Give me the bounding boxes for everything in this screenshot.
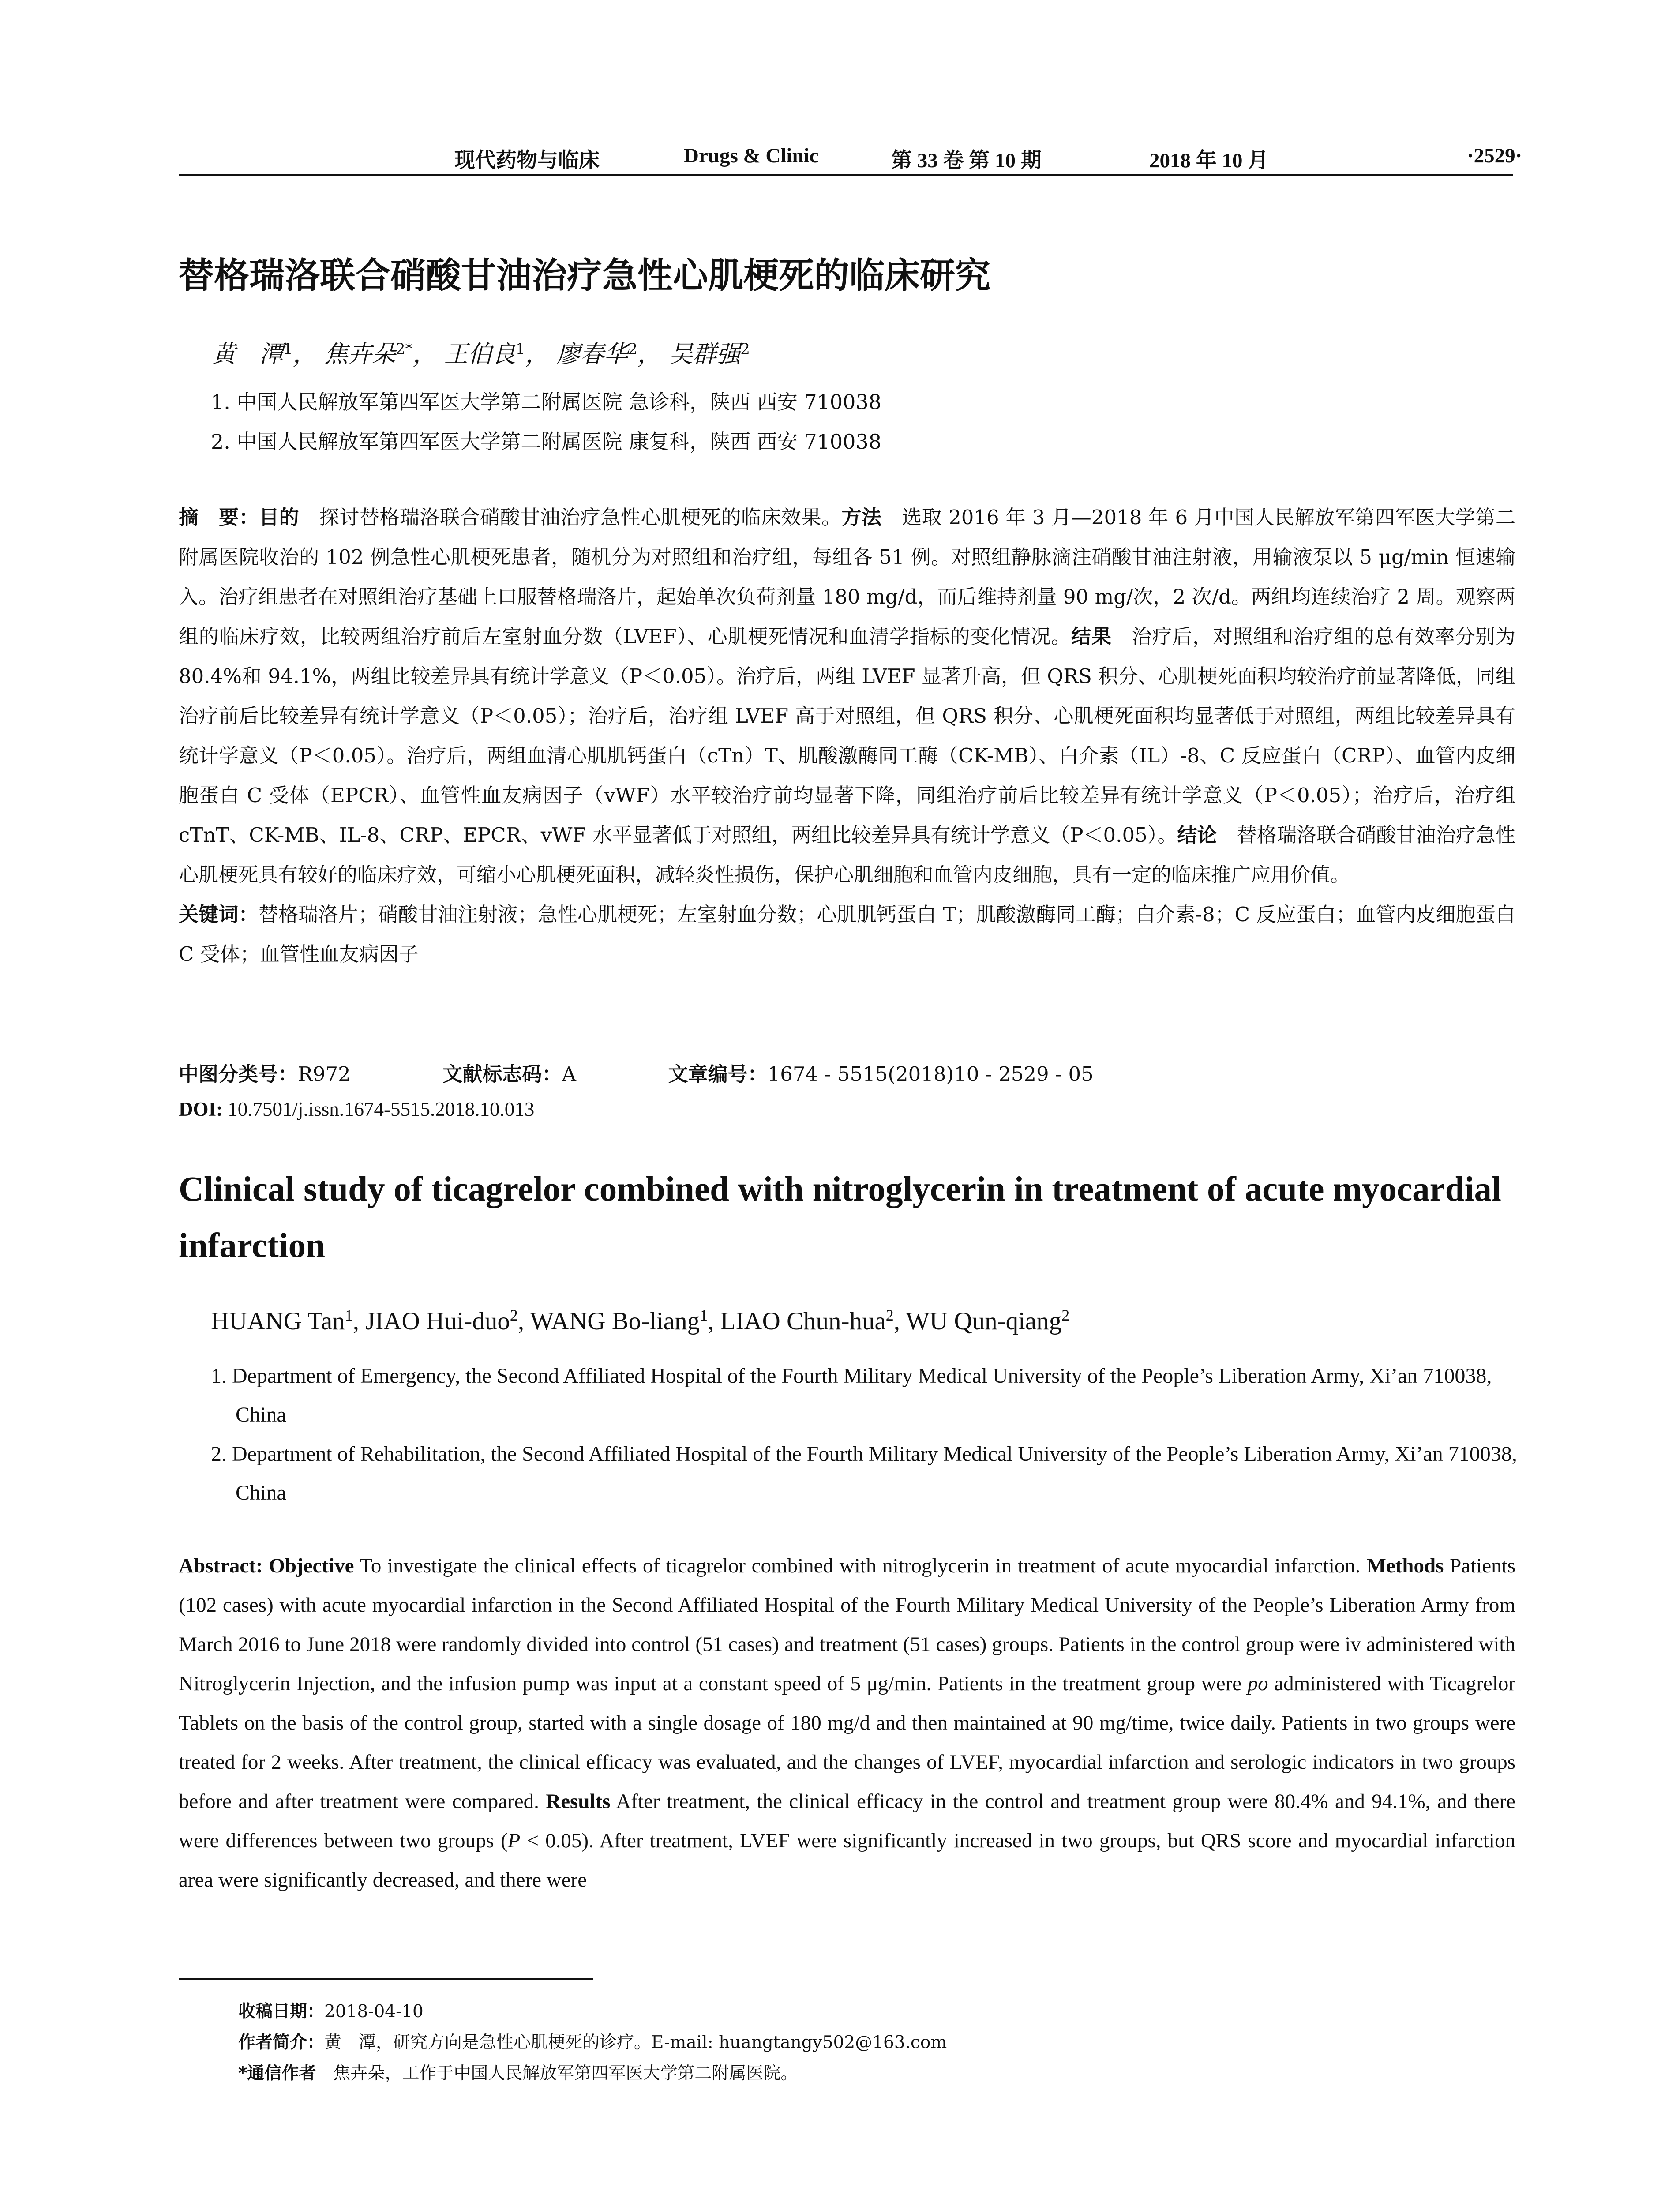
objective-label: 目的 [259, 506, 300, 529]
po-abbreviation: po [1247, 1672, 1268, 1695]
author-affiliation-mark: 2 [885, 1306, 894, 1324]
classification-line [179, 1058, 1094, 1087]
results-text: 治疗后，对照组和治疗组的总有效率分别为 80.4%和 94.1%，两组比较差异具有统计学意义（P＜0.05）。治疗后，两组 LVEF 显著升高，但 QRS 积分、心肌梗死面积均较治疗前显著降低，同组治疗前后比较差异有统计学意义（P＜0.05）；治疗后，治疗组 LVEF 高于对照组，但 QRS 积分、心肌梗死面积均显著低于对照组，两组比较差异具有统计学意义（P＜0.05）。治疗后，两组血清心肌肌钙蛋白（cTn）T、肌酸激酶同工酶（CK-MB）、白介素（IL）-8、C 反应蛋白（CRP）、血管内皮细胞蛋白 C 受体（EPCR）、血管性血友病因子（vWF）水平较治疗前均显著下降，同组治疗前后比较差异有统计学意义（P＜0.05）；治疗后，治疗组 cTnT、CK-MB、IL-8、CRP、EPCR、vWF 水平显著低于对照组，两组比较差异具有统计学意义（P＜0.05）。 [179, 625, 1515, 847]
clc-label: 中图分类号： [179, 1062, 298, 1086]
methods-label: Methods [1366, 1554, 1444, 1577]
journal-name-en: Drugs & Clinic [684, 144, 819, 167]
objective-text: 探讨替格瑞洛联合硝酸甘油治疗急性心肌梗死的临床效果。 [299, 506, 842, 529]
article-number-label: 文章编号： [668, 1062, 768, 1086]
running-header [179, 140, 1522, 176]
author-name: 廖春华 [556, 340, 628, 368]
author-bio-value: 黄 潭，研究方向是急性心肌梗死的诊疗。E-mail: huangtangy502@163.com [324, 2033, 947, 2052]
author-affiliation-mark: 1 [283, 340, 293, 358]
chinese-affiliation-1: 1. 中国人民解放军第四军医大学第二附属医院 急诊科，陕西 西安 710038 [211, 390, 881, 414]
received-value: 2018-04-10 [324, 2002, 424, 2022]
methods-label: 方法 [841, 506, 882, 529]
author-name: LIAO Chun-hua [720, 1307, 886, 1335]
objective-text: To investigate the clinical effects of ticagrelor combined with nitroglycerin in treatment of acute myocardial infarction. [354, 1554, 1367, 1577]
author-bio-footnote [238, 2029, 947, 2053]
journal-name-cn: 现代药物与临床 [454, 149, 600, 172]
english-title: Clinical study of ticagrelor combined with nitroglycerin in treatment of acute myocardial infarction [179, 1170, 1501, 1265]
doc-code-value: A [562, 1062, 576, 1086]
doi-value: 10.7501/j.issn.1674-5515.2018.10.013 [223, 1098, 535, 1120]
chinese-abstract [179, 498, 1515, 974]
corresponding-value: 焦卉朵，工作于中国人民解放军第四军医大学第二附属医院。 [316, 2063, 798, 2083]
p-value-symbol: P [507, 1829, 521, 1852]
volume-issue: 第 33 卷 第 10 期 [891, 149, 1042, 172]
doi-line [179, 1098, 534, 1121]
results-text-continued: < 0.05). After treatment, LVEF were significantly increased in two groups, but QRS score and myocardial infarction area were significantly decreased, and there were [179, 1829, 1515, 1891]
article-number-value: 1674 - 5515(2018)10 - 2529 - 05 [767, 1062, 1094, 1086]
results-text: After treatment, the clinical efficacy in the control and treatment group were 80.4% and 94.1%, and there were differences between two groups ( [179, 1790, 1515, 1852]
author-name: JIAO Hui-duo [365, 1307, 510, 1335]
keywords-text: 替格瑞洛片；硝酸甘油注射液；急性心肌梗死；左室射血分数；心肌肌钙蛋白 T；肌酸激酶同工酶；白介素-8；C 反应蛋白；血管内皮细胞蛋白 C 受体；血管性血友病因子 [179, 903, 1515, 966]
results-label: 结果 [1071, 625, 1112, 648]
conclusion-text: 替格瑞洛联合硝酸甘油治疗急性心肌梗死具有较好的临床疗效，可缩小心肌梗死面积，减轻炎性损伤，保护心肌细胞和血管内皮细胞，具有一定的临床推广应用价值。 [179, 823, 1515, 886]
abstract-label: Abstract: [179, 1554, 269, 1577]
abstract-label: 摘 要： [179, 506, 259, 529]
author-affiliation-mark: 1 [700, 1306, 708, 1324]
author-affiliation-mark: 2 [740, 340, 750, 358]
english-authors: HUANG Tan$^1$, JIAO Hui-duo$^2$, WANG Bo-liang$^1$, LIAO Chun-hua$^2$, WU Qun-qiang$^2$ [211, 1306, 1070, 1335]
author-name: HUANG Tan [211, 1307, 345, 1335]
results-label: Results [546, 1790, 611, 1813]
author-affiliation-mark: 2 [1061, 1306, 1070, 1324]
author-bio-label: 作者简介： [238, 2033, 325, 2052]
issue-date: 2018 年 10 月 [1149, 149, 1269, 172]
page-number: ·2529· [1467, 144, 1522, 167]
clc-value: R972 [298, 1062, 351, 1086]
author-name: 黄 潭 [212, 340, 283, 368]
chinese-authors: 黄 潭$^1$， 焦卉朵$^{2*}$， 王伯良$^1$， 廖春华$^2$， 吴群强$^2$ [212, 340, 750, 368]
footnote-divider [179, 1978, 593, 1980]
author-name: WU Qun-qiang [906, 1307, 1062, 1335]
doc-code-label: 文献标志码： [442, 1062, 562, 1086]
doi-label: DOI: [179, 1098, 223, 1120]
english-abstract [179, 1546, 1515, 1900]
author-name: 王伯良 [444, 340, 516, 368]
author-name: 吴群强 [669, 340, 741, 368]
corresponding-label: *通信作者 [238, 2063, 316, 2083]
author-affiliation-mark: 2 [510, 1306, 518, 1324]
author-name: 焦卉朵 [324, 340, 396, 368]
objective-label: Objective [269, 1554, 354, 1577]
english-affiliation-1: 1. Department of Emergency, the Second Affiliated Hospital of the Fourth Military Medical University of the People’s Liberation Army, Xi’an 710038, China [211, 1364, 1492, 1426]
methods-text: Patients (102 cases) with acute myocardial infarction in the Second Affiliated Hospital of the Fourth Military Medical University of the People’s Liberation Army from March 2016 to June 2018 were randomly divided into control (51 cases) and treatment (51 cases) groups. Patients in the control group were iv administered with Nitroglycerin Injection, and the infusion pump was input at a constant speed of 5 μg/min. Patients in the treatment group were [179, 1554, 1515, 1695]
author-affiliation-mark: 1 [515, 340, 525, 358]
author-name: WANG Bo-liang [530, 1307, 700, 1335]
received-label: 收稿日期： [238, 2002, 325, 2022]
received-date-footnote [238, 1998, 424, 2022]
chinese-affiliation-2: 2. 中国人民解放军第四军医大学第二附属医院 康复科，陕西 西安 710038 [211, 430, 881, 454]
author-affiliation-mark: 2* [395, 340, 413, 358]
keywords-label: 关键词： [179, 903, 259, 926]
author-affiliation-mark: 1 [345, 1306, 353, 1324]
corresponding-author-footnote [238, 2060, 798, 2084]
methods-text-continued: administered with Ticagrelor Tablets on the basis of the control group, started with a single dosage of 180 mg/d and then maintained at 90 mg/time, twice daily. Patients in two groups were treated for 2 weeks. After treatment, the clinical efficacy was evaluated, and the changes of LVEF, myocardial infarction and serologic indicators in two groups before and after treatment were compared. [179, 1672, 1516, 1813]
conclusion-label: 结论 [1177, 823, 1217, 847]
english-affiliation-2: 2. Department of Rehabilitation, the Second Affiliated Hospital of the Fourth Military Medical University of the People’s Liberation Army, Xi’an 710038, China [211, 1442, 1517, 1504]
methods-text: 选取 2016 年 3 月—2018 年 6 月中国人民解放军第四军医大学第二附属医院收治的 102 例急性心肌梗死患者，随机分为对照组和治疗组，每组各 51 例。对照组静脉滴注硝酸甘油注射液，用输液泵以 5 μg/min 恒速输入。治疗组患者在对照组治疗基础上口服替格瑞洛片，起始单次负荷剂量 180 mg/d，而后维持剂量 90 mg/次，2 次/d。两组均连续治疗 2 周。观察两组的临床疗效，比较两组治疗前后左室射血分数（LVEF）、心肌梗死情况和血清学指标的变化情况。 [179, 506, 1515, 648]
chinese-title: 替格瑞洛联合硝酸甘油治疗急性心肌梗死的临床研究 [179, 255, 990, 296]
author-affiliation-mark: 2 [628, 340, 638, 358]
